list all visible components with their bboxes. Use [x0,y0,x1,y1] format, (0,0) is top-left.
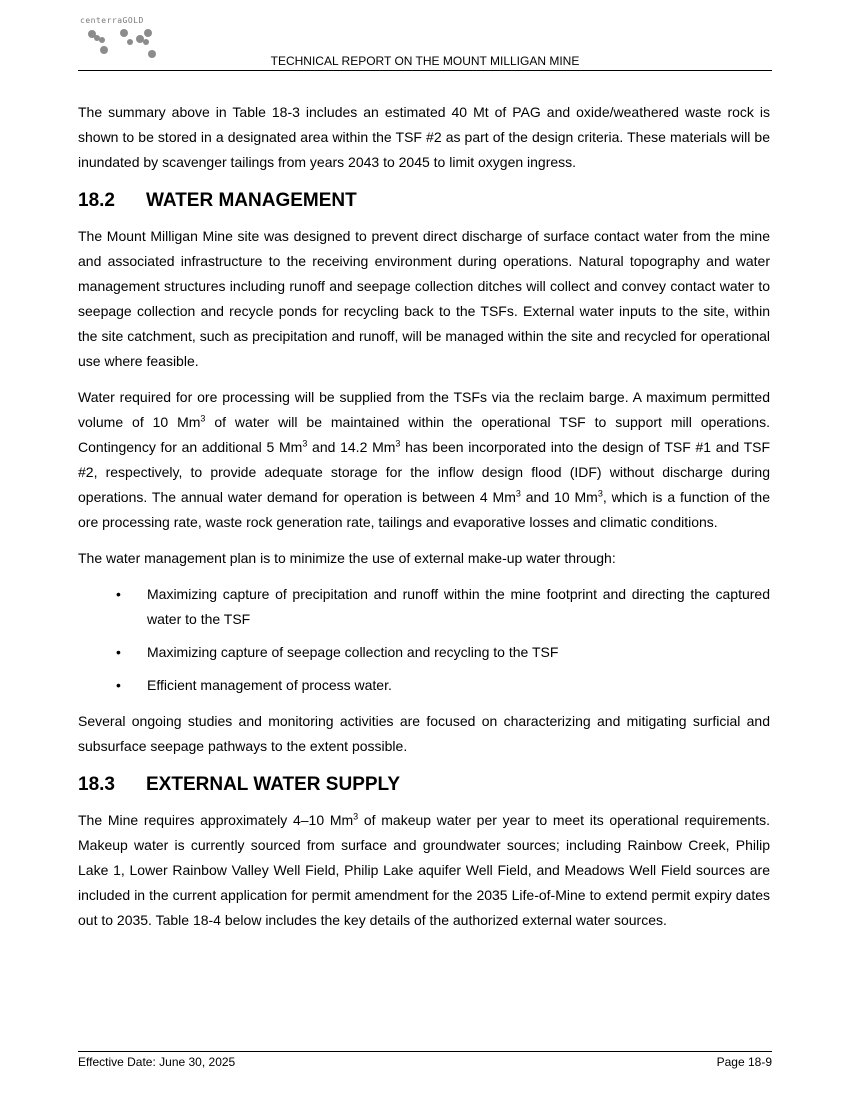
logo-text: centerraGOLD [80,16,144,25]
section-title: EXTERNAL WATER SUPPLY [146,774,401,795]
header-divider [78,70,772,71]
water-management-paragraph-2: Water required for ore processing will be supplied from the TSFs via the reclaim barge. A maximum permitted volume of 10 Mm$^3$ of water will be maintained within the operational TSF to support mill operations. Contingency for an additional 5 Mm$^3$ and 14.2 Mm$^3$ has been incorporated into the design of TSF #1 and TSF #2, respectively, to provide adequate storage for the inflow design flood (IDF) without discharge during operations. The annual water demand for operation is between 4 Mm$^3$ and 10 Mm$^3$, which is a function of the ore processing rate, waste rock generation rate, tailings and evaporative losses and climatic conditions. [78,389,771,530]
section-heading-18-2 [78,186,770,216]
list-item: • Maximizing capture of seepage collection and recycling to the TSF [78,640,770,665]
bullet-icon: • [116,644,121,660]
water-management-paragraph-3: The water management plan is to minimize the use of external make-up water through: [78,550,616,566]
page-header [78,14,772,71]
effective-date: Effective Date: June 30, 2025 [78,1055,236,1069]
page-footer [78,1051,772,1069]
report-title: TECHNICAL REPORT ON THE MOUNT MILLIGAN MINE [270,54,580,68]
list-item: • Efficient management of process water. [78,673,770,698]
section-number: 18.3 [78,774,115,795]
section-heading-18-3 [78,770,770,800]
bullet-icon: • [116,586,121,602]
bullet-icon: • [116,677,121,693]
external-water-supply-paragraph: The Mine requires approximately 4–10 Mm$^3$ of makeup water per year to meet its operational requirements. Makeup water is currently sourced from surface and groundwater sources; including Rainbow Creek, Philip Lake 1, Lower Rainbow Valley Well Field, Philip Lake aquifer Well Field, and Meadows Well Field sources are included in the current application for permit amendment for the 2035 Life-of-Mine to extend permit expiry dates out to 2035. Table 18-4 below includes the key details of the authorized external water sources. [78,811,770,928]
water-management-paragraph-1: The Mount Milligan Mine site was designed to prevent direct discharge of surface contact water from the mine and associated infrastructure to the receiving environment during operations. Natural topography and water management structures including runoff and seepage collection ditches will collect and convey contact water to seepage collection and recycle ponds for recycling back to the TSFs. External water inputs to the site, within the site catchment, such as precipitation and runoff, will be managed within the site and recycled for operational use where feasible. [78,228,770,369]
intro-paragraph: The summary above in Table 18-3 includes an estimated 40 Mt of PAG and oxide/weathered waste rock is shown to be stored in a designated area within the TSF #2 as part of the design criteria. These materials will be inundated by scavenger tailings from years 2043 to 2045 to limit oxygen ingress. [78,104,770,170]
page-number: Page 18-9 [716,1055,772,1069]
section-number: 18.2 [78,190,115,211]
list-item: • Maximizing capture of precipitation and runoff within the mine footprint and directing the captured water to the TSF [78,582,770,632]
footer-divider [78,1051,772,1052]
water-management-paragraph-4: Several ongoing studies and monitoring activities are focused on characterizing and mitigating surficial and subsurface seepage pathways to the extent possible. [78,713,770,754]
section-title: WATER MANAGEMENT [146,190,357,211]
page-body [78,100,770,944]
water-strategy-list [78,582,770,698]
